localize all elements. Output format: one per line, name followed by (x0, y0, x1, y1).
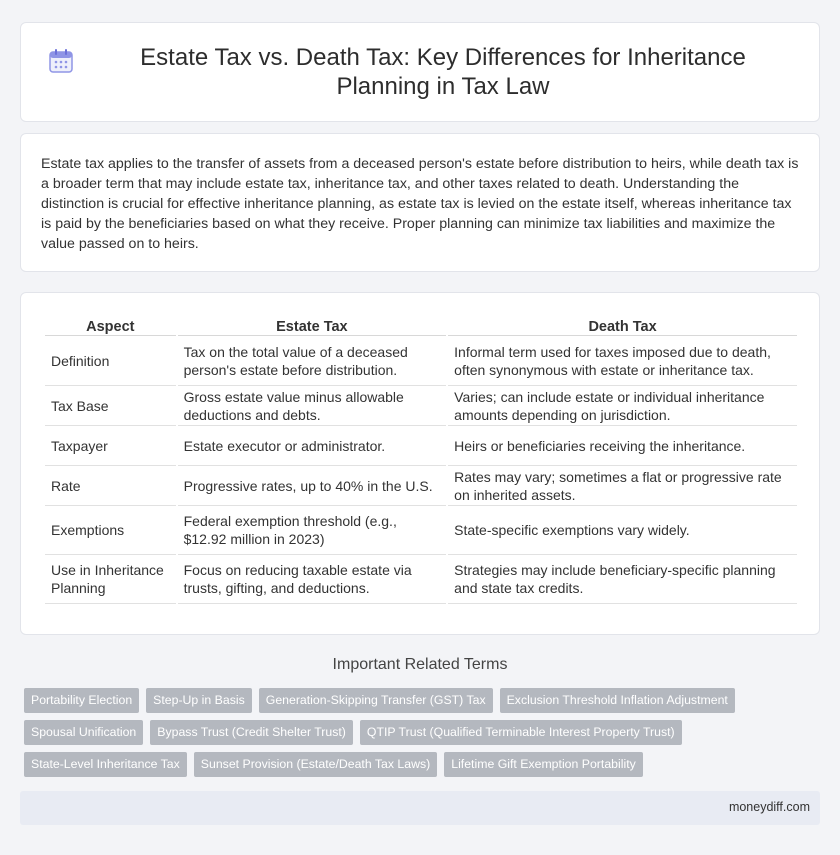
table-cell-aspect: Use in Inheritance Planning (45, 555, 176, 604)
tag-row (24, 688, 820, 713)
related-terms-tags (24, 688, 820, 784)
table-row (45, 426, 797, 466)
header (47, 43, 793, 101)
tag-portability-election[interactable]: Portability Election (24, 688, 139, 713)
table-cell-estate-tax: Estate executor or administrator. (178, 426, 447, 466)
table-cell-death-tax: Rates may vary; sometimes a flat or progressive rate on inherited assets. (448, 466, 797, 506)
table-row (45, 466, 797, 506)
table-header-row (45, 309, 797, 336)
tag-row (24, 720, 820, 745)
table-cell-death-tax: Varies; can include estate or individual inheritance amounts depending on jurisdiction. (448, 386, 797, 426)
tag-row (24, 752, 820, 777)
related-terms-title: Important Related Terms (332, 656, 508, 673)
table-cell-death-tax: Heirs or beneficiaries receiving the inheritance. (448, 426, 797, 466)
footer (20, 791, 820, 825)
column-header-death-tax: Death Tax (448, 309, 797, 336)
table-cell-aspect: Rate (45, 466, 176, 506)
tag-exclusion-threshold[interactable]: Exclusion Threshold Inflation Adjustment (500, 688, 735, 713)
table-cell-estate-tax: Federal exemption threshold (e.g., $12.92 million in 2023) (178, 506, 447, 555)
table-cell-aspect: Tax Base (45, 386, 176, 426)
tag-spousal-unification[interactable]: Spousal Unification (24, 720, 143, 745)
table-cell-estate-tax: Progressive rates, up to 40% in the U.S. (178, 466, 447, 506)
tag-sunset-provision[interactable]: Sunset Provision (Estate/Death Tax Laws) (194, 752, 437, 777)
calendar-icon (47, 47, 75, 75)
tag-gst-tax[interactable]: Generation-Skipping Transfer (GST) Tax (259, 688, 493, 713)
table-cell-estate-tax: Gross estate value minus allowable deductions and debts. (178, 386, 447, 426)
page-title: Estate Tax vs. Death Tax: Key Differences for Inheritance Planning in Tax Law (140, 44, 746, 100)
tag-bypass-trust[interactable]: Bypass Trust (Credit Shelter Trust) (150, 720, 353, 745)
column-header-estate-tax: Estate Tax (178, 309, 447, 336)
comparison-table-card (20, 292, 820, 635)
footer-site-link[interactable]: moneydiff.com (728, 800, 810, 814)
tag-step-up-in-basis[interactable]: Step-Up in Basis (146, 688, 252, 713)
table-cell-estate-tax: Tax on the total value of a deceased person's estate before distribution. (178, 336, 447, 386)
intro-paragraph: Estate tax applies to the transfer of assets from a deceased person's estate before distribution to heirs, while death tax is a broader term that may include estate tax, inheritance tax, and other taxes related to death. Understanding the distinction is crucial for effective inheritance planning, as estate tax is levied on the estate itself, whereas inheritance tax is paid by the beneficiaries based on what they receive. Proper planning can minimize tax liabilities and maximize the value passed on to heirs. (41, 156, 799, 252)
tag-lifetime-gift-exemption[interactable]: Lifetime Gift Exemption Portability (444, 752, 643, 777)
table-cell-aspect: Taxpayer (45, 426, 176, 466)
comparison-table (43, 309, 799, 604)
table-cell-death-tax: Informal term used for taxes imposed due to death, often synonymous with estate or inheritance tax. (448, 336, 797, 386)
table-cell-estate-tax: Focus on reducing taxable estate via trusts, gifting, and deductions. (178, 555, 447, 604)
table-row (45, 336, 797, 386)
table-row (45, 506, 797, 555)
table-row (45, 386, 797, 426)
table-cell-death-tax: State-specific exemptions vary widely. (448, 506, 797, 555)
table-cell-aspect: Definition (45, 336, 176, 386)
column-header-aspect: Aspect (45, 309, 176, 336)
tag-qtip-trust[interactable]: QTIP Trust (Qualified Terminable Interest Property Trust) (360, 720, 682, 745)
header-card (20, 22, 820, 122)
intro-card (20, 133, 820, 272)
tag-state-level-inheritance-tax[interactable]: State-Level Inheritance Tax (24, 752, 187, 777)
table-cell-aspect: Exemptions (45, 506, 176, 555)
table-cell-death-tax: Strategies may include beneficiary-specific planning and state tax credits. (448, 555, 797, 604)
table-row (45, 555, 797, 604)
